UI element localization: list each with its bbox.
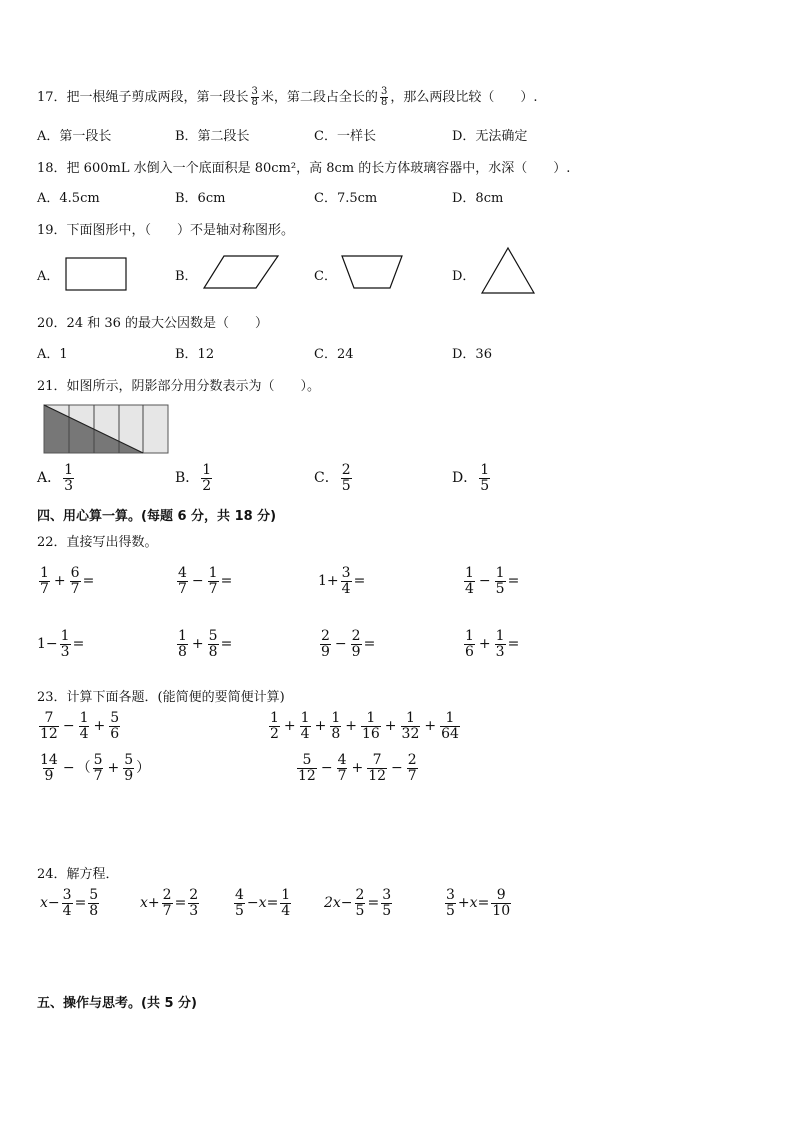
- q17-text-1: 17．把一根绳子剪成两段，第一段长: [37, 90, 249, 105]
- section-4-heading: 四、用心算一算。(每题 6 分，共 18 分): [37, 509, 277, 524]
- question-17: [37, 86, 537, 109]
- rectangle-shape: [64, 256, 130, 292]
- question-20: 20．24 和 36 的最大公因数是（ ）: [37, 316, 269, 331]
- shaded-strip-figure: [43, 404, 171, 456]
- section-5-heading: 五、操作与思考。(共 5 分): [37, 996, 197, 1011]
- triangle-shape: [480, 246, 536, 296]
- question-24: 24．解方程．: [37, 867, 119, 882]
- q20-option-d: D．36: [452, 347, 492, 362]
- q22-item-2: $\frac{4}{7}$ − $\frac{1}{7}$ =: [178, 565, 233, 597]
- q18-option-a: A．4.5cm: [37, 191, 100, 206]
- q24-equation-1: x− $\frac{3}{4}$ = $\frac{5}{8}$: [40, 887, 99, 919]
- question-18: 18．把 600mL 水倒入一个底面积是 80cm²，高 8cm 的长方体玻璃容器中，水深（ ）.: [37, 161, 571, 176]
- parallelogram-shape: [202, 254, 282, 292]
- q21-option-c: C． $\frac{2}{5}$: [314, 462, 351, 494]
- q17-text-2: 米，第二段占全长的: [260, 90, 378, 105]
- q24-equation-3: $\frac{4}{5}$ −x= $\frac{1}{4}$: [235, 887, 291, 919]
- question-22: 22．直接写出得数。: [37, 535, 158, 550]
- question-21: 21．如图所示，阴影部分用分数表示为（ ）。: [37, 379, 321, 394]
- q19-label-a: A．: [37, 269, 60, 284]
- q22-item-3: 1+ $\frac{3}{4}$ =: [318, 565, 366, 597]
- q22-item-4: $\frac{1}{4}$ − $\frac{1}{5}$ =: [465, 565, 520, 597]
- q23-expression-2: $\frac{1}{2}$ + $\frac{1}{4}$ + $\frac{1}{8}$ + $\frac{1}{16}$ + $\frac{1}{32}$ + $\frac{1}{64}$: [270, 710, 459, 742]
- q23-expression-3: $\frac{14}{9}$ − （ $\frac{5}{7}$ + $\frac{5}{9}$ ）: [40, 752, 151, 784]
- q17-option-b: B．第二段长: [175, 129, 250, 144]
- q21-option-a: A． $\frac{1}{3}$: [37, 462, 74, 494]
- q24-equation-2: x+ $\frac{2}{7}$ = $\frac{2}{3}$: [140, 887, 199, 919]
- q18-option-c: C．7.5cm: [314, 191, 378, 206]
- q23-expression-1: $\frac{7}{12}$ − $\frac{1}{4}$ + $\frac{5}{6}$: [40, 710, 120, 742]
- q17-fraction-1: $\frac{3}{8}$: [251, 85, 258, 108]
- q22-item-6: $\frac{1}{8}$ + $\frac{5}{8}$ =: [178, 628, 233, 660]
- question-19: 19．下面图形中，（ ）不是轴对称图形。: [37, 223, 295, 238]
- trapezoid-shape: [340, 254, 406, 292]
- question-23: 23．计算下面各题．(能简便的要简便计算): [37, 690, 285, 705]
- q23-expression-4: $\frac{5}{12}$ − $\frac{4}{7}$ + $\frac{7}{12}$ − $\frac{2}{7}$: [298, 752, 417, 784]
- q20-option-c: C．24: [314, 347, 354, 362]
- q17-option-d: D．无法确定: [452, 129, 528, 144]
- q21-option-d: D． $\frac{1}{5}$: [452, 462, 490, 494]
- q20-option-b: B．12: [175, 347, 215, 362]
- q24-equation-4: 2x− $\frac{2}{5}$ = $\frac{3}{5}$: [324, 887, 392, 919]
- q20-option-a: A．1: [37, 347, 68, 362]
- q22-item-1: $\frac{1}{7}$ + $\frac{6}{7}$ =: [40, 565, 95, 597]
- q21-option-b: B． $\frac{1}{2}$: [175, 462, 212, 494]
- q17-option-c: C．一样长: [314, 129, 376, 144]
- q17-option-a: A．第一段长: [37, 129, 112, 144]
- q19-label-b: B．: [175, 269, 198, 284]
- q24-equation-5: $\frac{3}{5}$ +x= $\frac{9}{10}$: [446, 887, 511, 919]
- q19-label-c: C．: [314, 269, 337, 284]
- q19-label-d: D．: [452, 269, 476, 284]
- q17-text-3: ，那么两段比较（ ）.: [390, 90, 538, 105]
- q18-option-d: D．8cm: [452, 191, 504, 206]
- q22-item-8: $\frac{1}{6}$ + $\frac{1}{3}$ =: [465, 628, 520, 660]
- q18-option-b: B．6cm: [175, 191, 226, 206]
- q17-fraction-2: $\frac{3}{8}$: [380, 85, 388, 108]
- q22-item-7: $\frac{2}{9}$ − $\frac{2}{9}$ =: [321, 628, 376, 660]
- q22-item-5: 1− $\frac{1}{3}$ =: [37, 628, 85, 660]
